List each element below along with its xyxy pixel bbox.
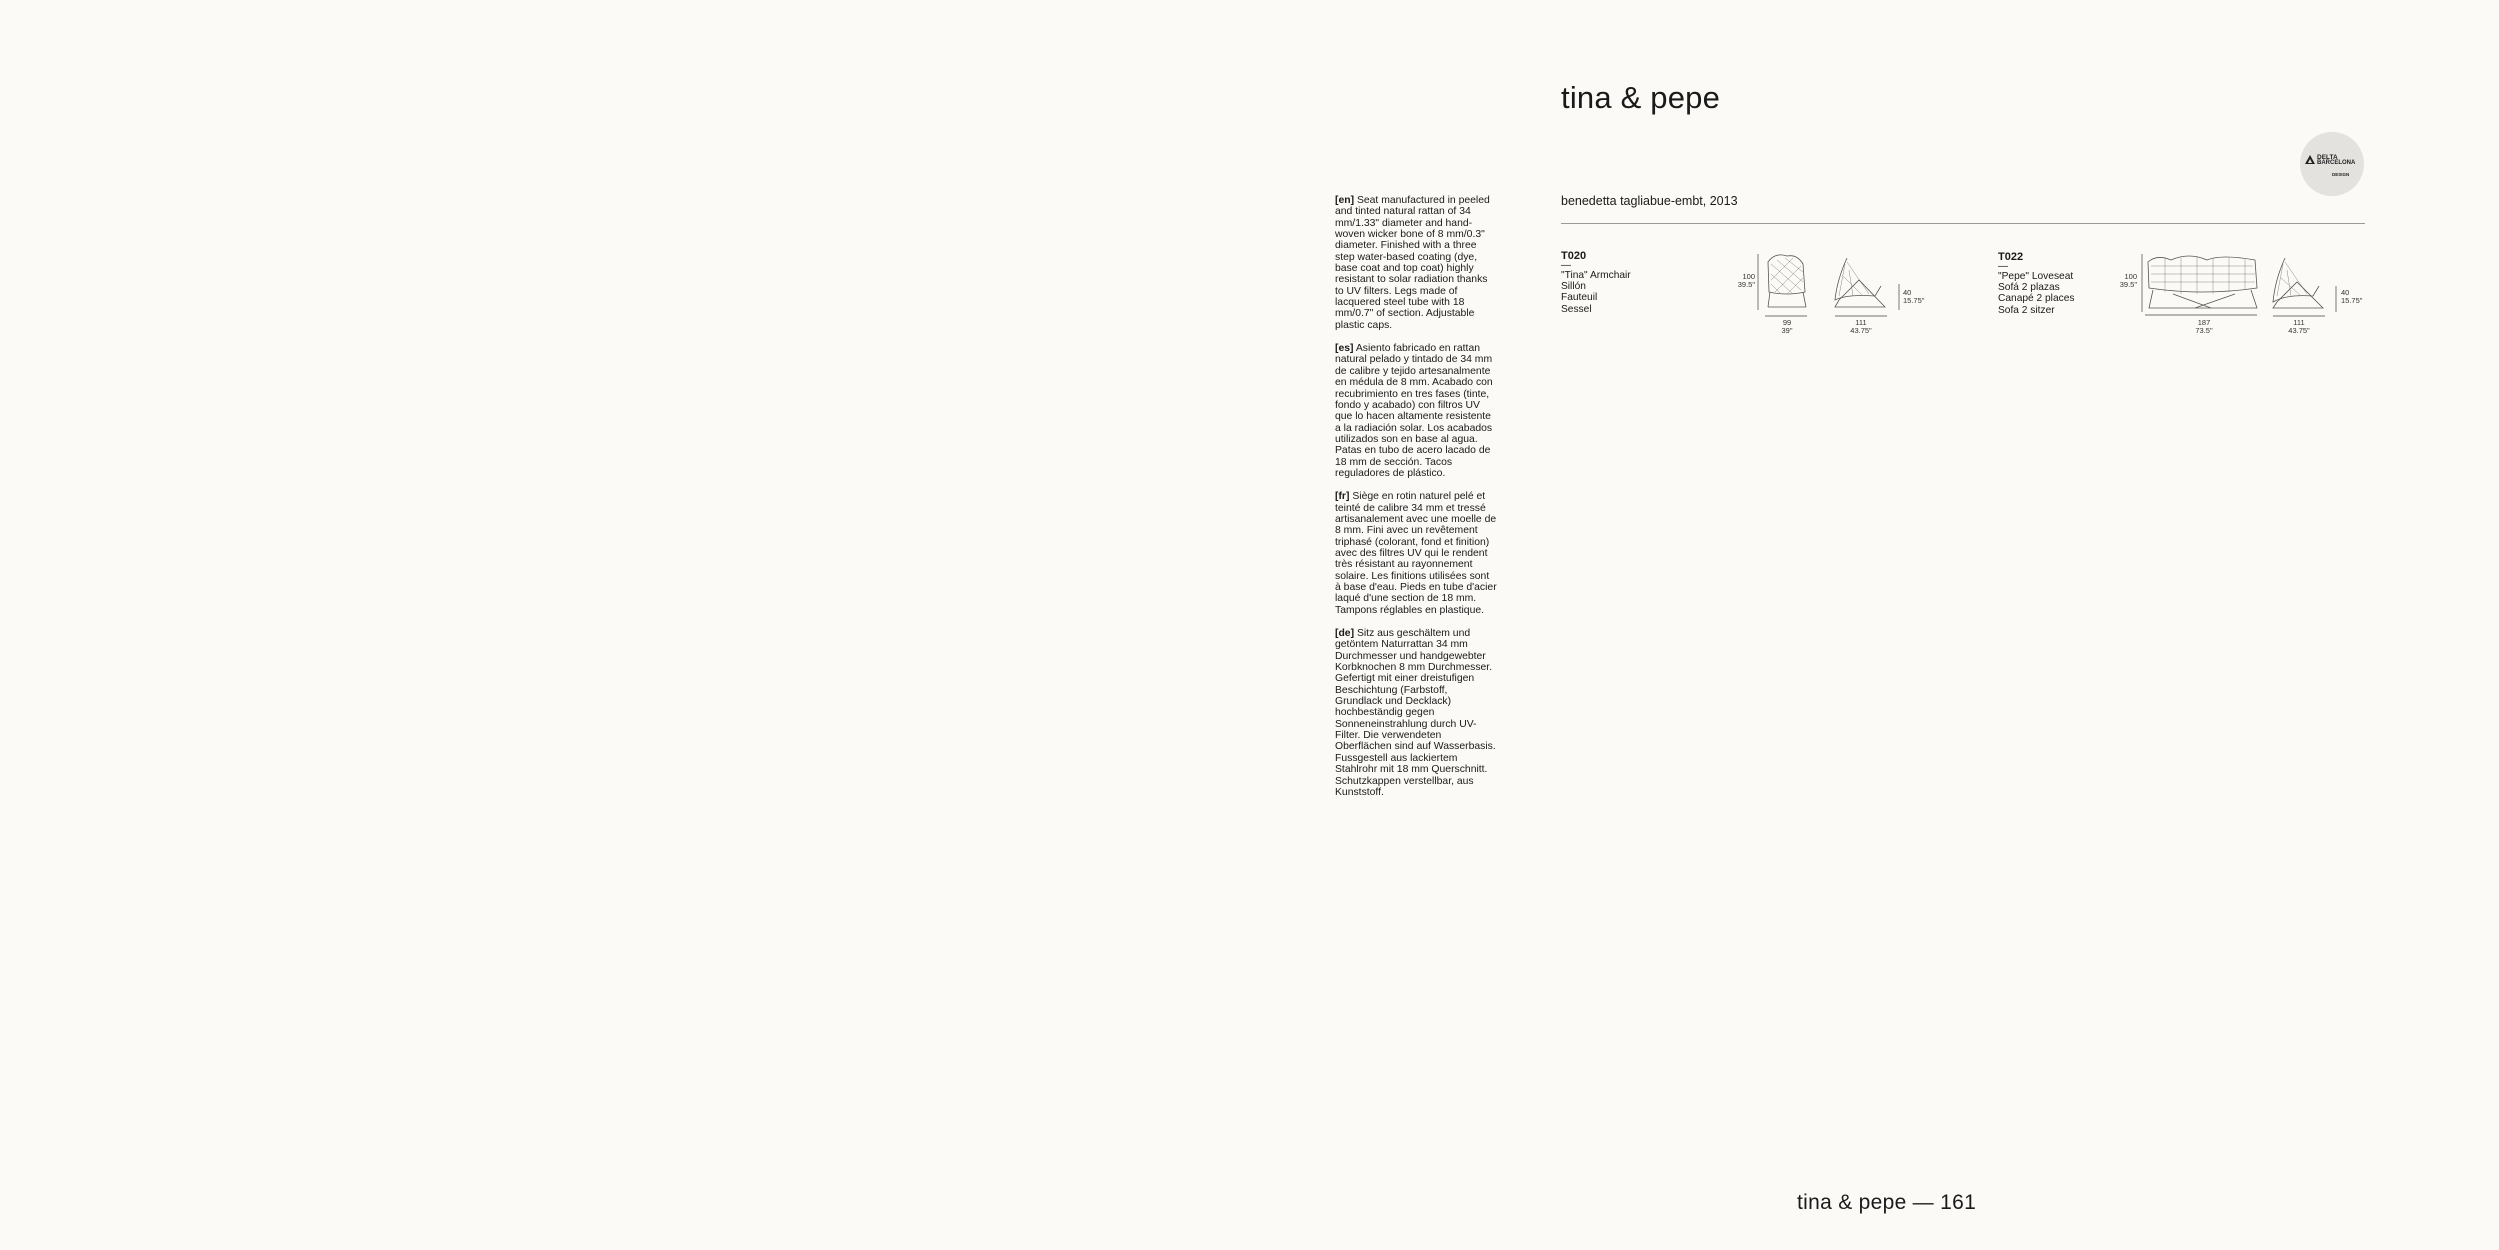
t022-seat-in: 15.75" [2341,296,2363,305]
t020-depth-in: 43.75" [1850,326,1872,335]
product-dash: — [1998,261,2008,272]
t022-depth-in: 43.75" [2288,326,2310,335]
t020-depth: 111 [1855,318,1867,327]
t020-seat: 40 [1903,288,1912,297]
product-name-fr: Fauteuil [1561,292,1598,304]
description-fr: [fr] Siège en rotin naturel pelé et teinté de calibre 34 mm et tressé artisanalement avec une moelle de 8 mm. Fini avec un revêtement triphasé (colorant, fond et finition) avec des filtres UV qui le rendent très résistant au rayonnement solaire. Les finitions utilisées sont à base d'eau. Pieds en tube d'acier laqué d'une section de 18 mm. Tampons réglables en plastique. [1335,491,1497,616]
product-name-es: Sillón [1561,281,1586,293]
t022-seat: 40 [2341,288,2350,297]
product-name-es: Sofá 2 plazas [1998,282,2060,294]
product-name-en: "Tina" Armchair [1561,270,1631,281]
t022-width-in: 73.5" [2195,326,2213,335]
product-code: T020 [1561,250,1587,262]
t022-width: 187 [2197,318,2211,327]
product-name-en: "Pepe" Loveseat [1998,271,2074,282]
t022-height-in: 39.5" [2119,280,2137,289]
description-column [1335,195,1497,810]
t020-height: 100 [1742,272,1755,281]
t022-height: 100 [2124,272,2137,281]
page-footer: tina & pepe — 161 [1797,1191,1977,1214]
description-de: [de] Sitz aus geschältem und getöntem Naturrattan 34 mm Durchmesser und handgewebter Korbknochen 8 mm Durchmesser. Gefertigt mit einer dreistufigen Beschichtung (Farbstoff, Grundlack und Decklack) hochbeständig gegen Sonneneinstrahlung durch UV-Filter. Die verwendeten Oberflächen sind auf Wasserbasis. Fussgestell aus lackiertem Stahlrohr mit 18 mm Querschnitt. Schutzkappen verstellbar, aus Kunststoff. [1335,628,1496,798]
t020-seat-in: 15.75" [1903,296,1925,305]
t020-height-in: 39.5" [1737,280,1755,289]
loveseat-drawing [2115,250,2365,340]
t020-width: 99 [1782,318,1792,327]
designer-credit: benedetta tagliabue-embt, 2013 [1561,194,1738,208]
t020-drawings [1735,250,1935,340]
product-name-de: Sofa 2 sitzer [1998,304,2055,316]
t022-depth: 111 [2293,318,2305,327]
t022-drawings [2115,250,2365,340]
logo-line-3: DESIGN [2332,172,2350,177]
brand-logo [2300,132,2364,196]
t020-width-in: 39" [1781,326,1793,335]
product-dash: — [1561,260,1571,271]
description-es: [es] Asiento fabricado en rattan natural pelado y tintado de 34 mm de calibre y tejido artesanalmente en médula de 8 mm. Acabado con recubrimiento en tres fases (tinte, fondo y acabado) con filtros UV que lo hacen altamente resistente a la radiación solar. Los acabados utilizados son en base al agua. Patas en tubo de acero lacado de 18 mm de sección. Tacos reguladores de plástico. [1335,343,1493,479]
logo-line-2: BARCELONA [2317,160,2356,166]
logo-line-1: DELTA [2317,154,2338,161]
product-name-fr: Canapé 2 places [1998,293,2075,305]
divider [1561,223,2365,224]
description-en: [en] Seat manufactured in peeled and tinted natural rattan of 34 mm/1.33" diameter and hand-woven wicker bone of 8 mm/0.3" diameter. Finished with a three step water-based coating (dye, base coat and top coat) highly resistant to solar radiation thanks to UV filters. Legs made of lacquered steel tube with 18 mm/0.7" of section. Adjustable plastic caps. [1335,195,1490,331]
product-name-de: Sessel [1561,303,1592,315]
product-t020 [1561,250,1631,315]
page-title: tina & pepe [1561,80,1721,115]
product-t022 [1998,251,2074,316]
product-code: T022 [1998,251,2024,263]
